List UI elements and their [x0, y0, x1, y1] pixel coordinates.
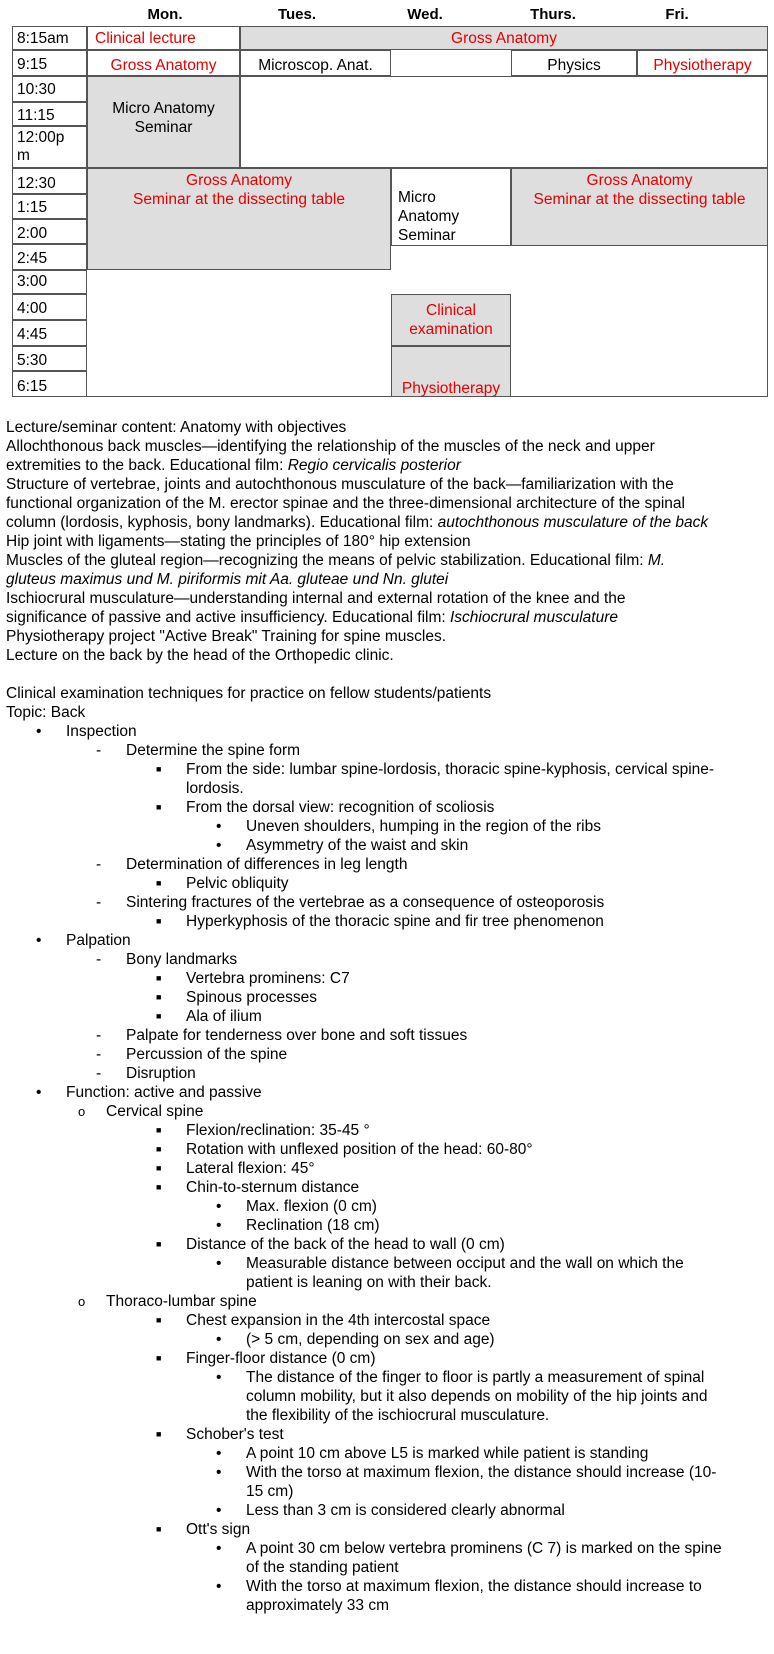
outline-item: From the side: lumbar spine-lordosis, thoracic spine-kyphosis, cervical spine- [186, 761, 715, 778]
outline-item: Spinous processes [186, 989, 317, 1006]
content-line: Lecture/seminar content: Anatomy with objectives [6, 419, 347, 436]
bullet-marker: • [216, 837, 222, 854]
content-line [6, 551, 665, 570]
outline-item: Sintering fractures of the vertebrae as a consequence of osteoporosis [126, 894, 605, 911]
film-title: Ischiocrural musculature [450, 609, 618, 626]
outline-item: A point 10 cm above L5 is marked while patient is standing [246, 1445, 649, 1462]
outline-item: Inspection [66, 723, 137, 740]
event-physiotherapy-fri: Physiotherapy [637, 50, 768, 76]
outline-item-cont: column mobility, but it also depends on mobility of the hip joints and [246, 1388, 708, 1405]
square-marker: ■ [156, 1125, 162, 1135]
outline-item-cont: of the standing patient [246, 1559, 399, 1576]
time-slot: 11:15 [12, 102, 87, 126]
square-marker: ■ [156, 1429, 162, 1439]
outline-item: From the dorsal view: recognition of scoliosis [186, 799, 495, 816]
square-marker: ■ [156, 1182, 162, 1192]
event-micro-anatomy-seminar-wed [391, 168, 511, 246]
outline-item: Rotation with unflexed position of the head: 60-80° [186, 1141, 533, 1158]
content-line [6, 456, 461, 475]
outline-item: Max. flexion (0 cm) [246, 1198, 377, 1215]
time-slot: 2:45 [12, 244, 87, 270]
content-line [6, 570, 448, 589]
film-title: autochthonous musculature of the back [437, 514, 709, 531]
day-header-fri: Fri. [665, 6, 689, 23]
time-slot: 5:30 [12, 346, 87, 371]
bullet-marker: • [216, 1217, 222, 1234]
event-micro-anatomy-seminar-mon [87, 76, 240, 168]
time-slot: 10:30 [12, 76, 87, 102]
time-slot: 1:15 [12, 194, 87, 219]
outline-item: Ala of ilium [186, 1008, 262, 1025]
day-header-wed: Wed. [407, 6, 443, 23]
circle-marker: o [78, 1104, 86, 1119]
event-clinical-examination [391, 294, 511, 346]
time-slot: 9:15 [12, 50, 87, 76]
square-marker: ■ [156, 916, 162, 926]
outline-item: Thoraco-lumbar spine [106, 1293, 257, 1310]
time-slot: 12:30 [12, 168, 87, 194]
event-text: Clinical [426, 302, 476, 319]
event-text: Seminar at the dissecting table [133, 191, 345, 208]
outline-item: Finger-floor distance (0 cm) [186, 1350, 376, 1367]
square-marker: ■ [156, 764, 162, 774]
bullet-marker: • [216, 1198, 222, 1215]
dash-marker: - [96, 1046, 102, 1063]
outline-item: Disruption [126, 1065, 196, 1082]
outline-item: Reclination (18 cm) [246, 1217, 380, 1234]
square-marker: ■ [156, 1315, 162, 1325]
event-text: Seminar [398, 227, 456, 244]
square-marker: ■ [156, 1524, 162, 1534]
dash-marker: - [96, 951, 102, 968]
square-marker: ■ [156, 802, 162, 812]
exam-topic: Topic: Back [6, 704, 86, 721]
empty-slot [240, 76, 768, 168]
content-line: Ischiocrural musculature—understanding internal and external rotation of the knee and the [6, 590, 626, 607]
content-line: Hip joint with ligaments—stating the principles of 180° hip extension [6, 533, 471, 550]
outline-item: Less than 3 cm is considered clearly abnormal [246, 1502, 565, 1519]
content-line: Physiotherapy project "Active Break" Training for spine muscles. [6, 628, 447, 645]
outline-item: A point 30 cm below vertebra prominens (C 7) is marked on the spine [246, 1540, 722, 1557]
content-text: extremities to the back. Educational film: [6, 457, 288, 474]
day-header-thu: Thurs. [530, 6, 576, 23]
bullet-marker: • [216, 1369, 222, 1386]
event-gross-anatomy-mon: Gross Anatomy [87, 50, 240, 76]
outline-item-cont: patient is leaning on with their back. [246, 1274, 492, 1291]
outline-item: Pelvic obliquity [186, 875, 289, 892]
content-line [6, 608, 618, 627]
bullet-marker: • [216, 1578, 222, 1595]
bullet-marker: • [36, 723, 42, 740]
bullet-marker: • [216, 1445, 222, 1462]
content-line [6, 513, 708, 532]
outline-item: Distance of the back of the head to wall (0 cm) [186, 1236, 505, 1253]
time-slot: 8:15am [12, 26, 87, 50]
bullet-marker: • [36, 1084, 42, 1101]
event-text: Gross Anatomy [586, 172, 693, 189]
bullet-marker: • [216, 1255, 222, 1272]
outline-item: Palpate for tenderness over bone and soft tissues [126, 1027, 468, 1044]
content-text: column (lordosis, kyphosis, bony landmarks). Educational film: [6, 514, 438, 531]
outline-item: Lateral flexion: 45° [186, 1160, 315, 1177]
film-title: Regio cervicalis posterior [287, 457, 461, 474]
outline-item: Determine the spine form [126, 742, 301, 759]
bullet-marker: • [216, 1502, 222, 1519]
outline-item: (> 5 cm, depending on sex and age) [246, 1331, 495, 1348]
outline-item-cont: approximately 33 cm [246, 1597, 390, 1614]
outline-item: Percussion of the spine [126, 1046, 288, 1063]
square-marker: ■ [156, 1144, 162, 1154]
square-marker: ■ [156, 1353, 162, 1363]
event-text: Gross Anatomy [186, 172, 292, 189]
bullet-marker: • [216, 1540, 222, 1557]
outline-item-cont: the flexibility of the ischiocrural musculature. [246, 1407, 550, 1424]
bullet-marker: • [36, 932, 42, 949]
event-text: Seminar at the dissecting table [533, 191, 746, 208]
outline-item: Flexion/reclination: 35-45 ° [186, 1122, 370, 1139]
outline-item: Bony landmarks [126, 951, 238, 968]
time-slot: 3:00 [12, 270, 87, 294]
day-header-mon: Mon. [147, 6, 183, 23]
outline-item: With the torso at maximum flexion, the distance should increase (10- [246, 1464, 717, 1481]
event-text: Anatomy [398, 208, 460, 225]
outline-item: Cervical spine [106, 1103, 204, 1120]
outline-item: Hyperkyphosis of the thoracic spine and fir tree phenomenon [186, 913, 604, 930]
exam-heading: Clinical examination techniques for practice on fellow students/patients [6, 685, 492, 702]
weekly-schedule [0, 0, 774, 400]
event-text: Micro Anatomy [112, 100, 215, 117]
outline-item-cont: lordosis. [186, 780, 244, 797]
film-title: gluteus maximus und M. piriformis mit Aa. gluteae und Nn. glutei [6, 571, 449, 588]
square-marker: ■ [156, 992, 162, 1002]
event-clinical-lecture: Clinical lecture [87, 26, 240, 50]
content-line: Structure of vertebrae, joints and autochthonous musculature of the back—familiarization with the [6, 476, 674, 493]
square-marker: ■ [156, 878, 162, 888]
content-text: significance of passive and active insufficiency. Educational film: [6, 609, 450, 626]
outline-item: Chin-to-sternum distance [186, 1179, 360, 1196]
event-gross-anatomy-top: Gross Anatomy [240, 26, 768, 50]
outline-item: Determination of differences in leg length [126, 856, 408, 873]
circle-marker: o [78, 1294, 86, 1309]
outline-item: Ott's sign [186, 1521, 251, 1538]
square-marker: ■ [156, 973, 162, 983]
time-slot: 4:00 [12, 294, 87, 320]
time-slot: 12:00p m [12, 126, 87, 168]
outline-item: Uneven shoulders, humping in the region of the ribs [246, 818, 601, 835]
day-header-tue: Tues. [277, 6, 317, 23]
square-marker: ■ [156, 1239, 162, 1249]
outline-item: Measurable distance between occiput and the wall on which the [246, 1255, 684, 1272]
event-text: Seminar [134, 119, 193, 136]
outline-item: Schober's test [186, 1426, 284, 1443]
event-microscopic-anatomy: Microscop. Anat. [240, 50, 391, 76]
time-slot: 2:00 [12, 219, 87, 244]
bullet-marker: • [216, 1331, 222, 1348]
dash-marker: - [96, 742, 102, 759]
square-marker: ■ [156, 1163, 162, 1173]
outline-item: Asymmetry of the waist and skin [246, 837, 469, 854]
event-gross-anatomy-seminar-thufri [511, 168, 768, 246]
event-physiotherapy-wed: Physiotherapy [391, 346, 511, 397]
dash-marker: - [96, 1027, 102, 1044]
outline-item: Chest expansion in the 4th intercostal space [186, 1312, 491, 1329]
outline-item: Function: active and passive [66, 1084, 262, 1101]
outline-item-cont: 15 cm) [246, 1483, 294, 1500]
content-text: Muscles of the gluteal region—recognizing the means of pelvic stabilization. Educational film: [6, 552, 648, 569]
content-line: functional organization of the M. erector spinae and the three-dimensional architecture of the spinal [6, 495, 685, 512]
time-slot: 6:15 [12, 371, 87, 397]
content-line: Allochthonous back muscles—identifying the relationship of the muscles of the neck and upper [6, 438, 655, 455]
dash-marker: - [96, 856, 102, 873]
dash-marker: - [96, 894, 102, 911]
content-line: Lecture on the back by the head of the Orthopedic clinic. [6, 647, 394, 664]
bullet-marker: • [216, 1464, 222, 1481]
square-marker: ■ [156, 1011, 162, 1021]
event-gross-anatomy-seminar-montue [87, 168, 391, 270]
outline-item: Vertebra prominens: C7 [186, 970, 350, 987]
outline-item: Palpation [66, 932, 131, 949]
film-title: M. [647, 552, 666, 569]
event-physics: Physics [511, 50, 637, 76]
bullet-marker: • [216, 818, 222, 835]
dash-marker: - [96, 1065, 102, 1082]
outline-item: With the torso at maximum flexion, the distance should increase to [246, 1578, 702, 1595]
event-text: Micro [398, 189, 436, 206]
outline-item: The distance of the finger to floor is partly a measurement of spinal [246, 1369, 705, 1386]
event-text: examination [409, 321, 493, 338]
time-slot: 4:45 [12, 320, 87, 346]
